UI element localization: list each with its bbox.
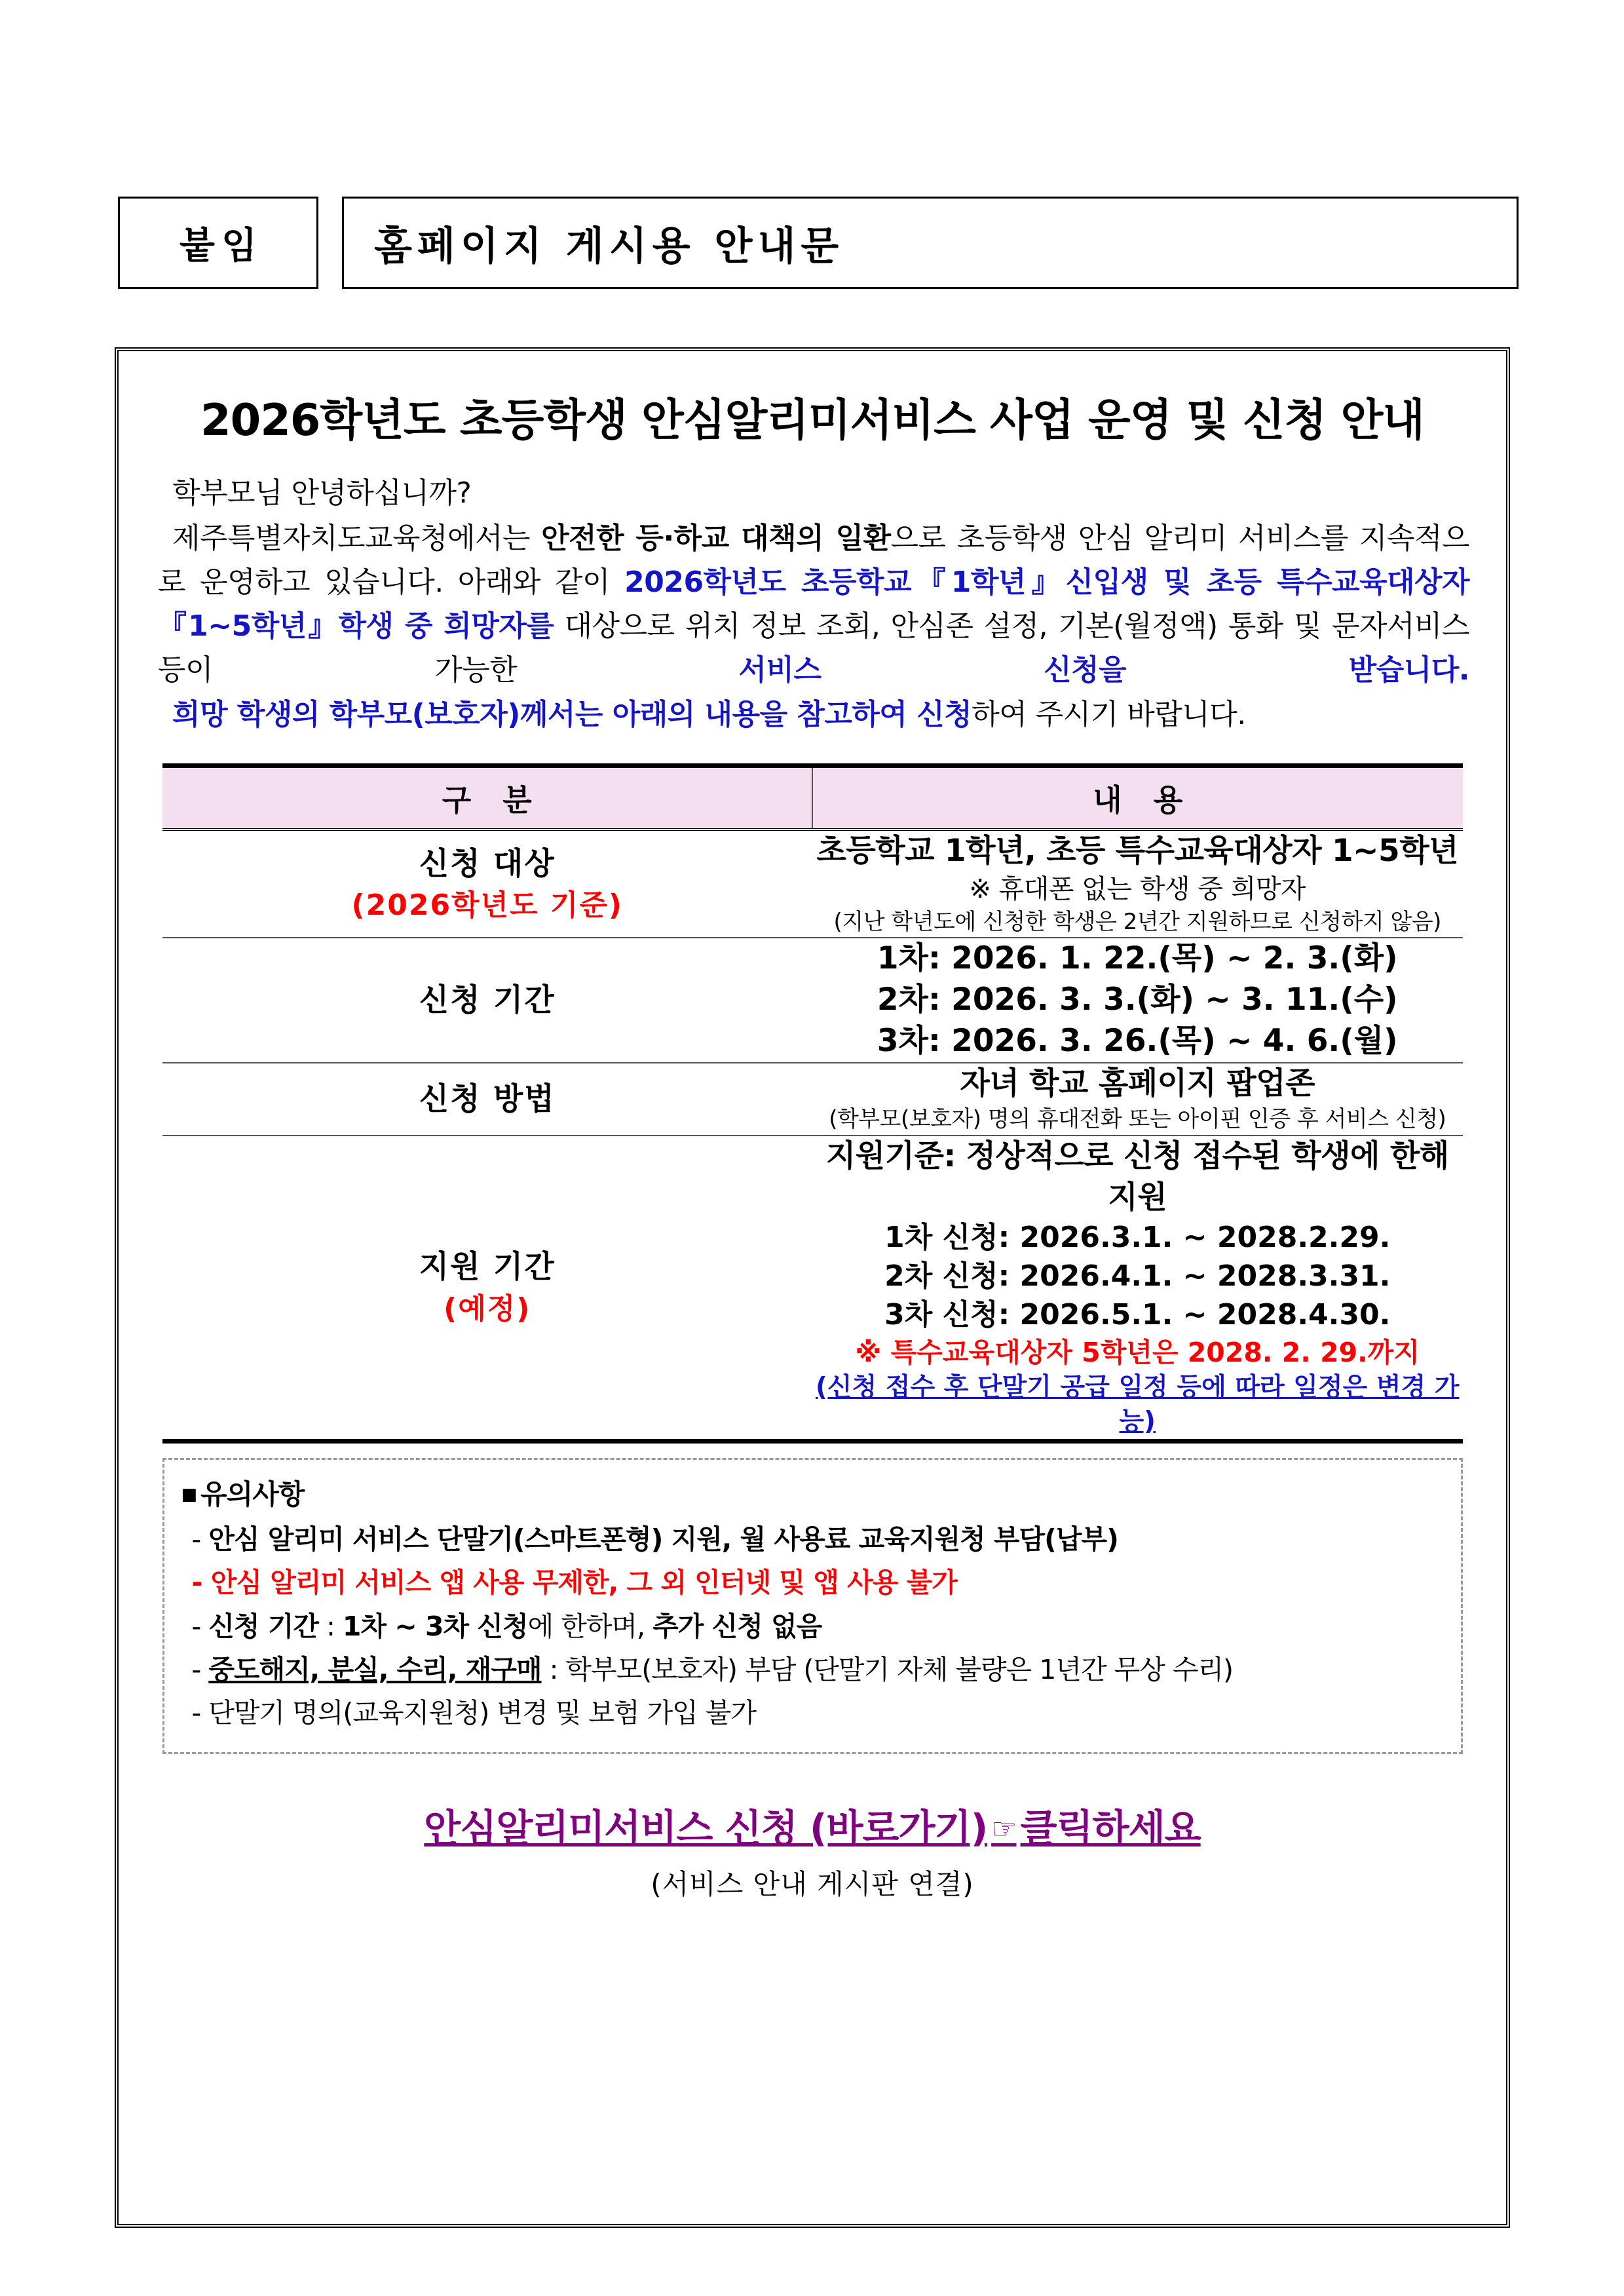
table-row-content bbox=[812, 1063, 1463, 1136]
table-content-line: ※ 특수교육대상자 5학년은 2028. 2. 29.까지 bbox=[855, 1336, 1420, 1368]
table-row-content bbox=[812, 1136, 1463, 1442]
table-content-line: 1차 신청: 2026.3.1. ~ 2028.2.29. bbox=[884, 1220, 1391, 1254]
notice-frame bbox=[115, 347, 1510, 2228]
table-row-label bbox=[162, 938, 813, 1063]
attachment-label-box bbox=[118, 197, 318, 289]
note-text-part: : 학부모(보호자) 부담 (단말기 자체 불량은 1년간 무상 수리) bbox=[541, 1653, 1234, 1685]
intro-body bbox=[158, 517, 1469, 693]
table-row bbox=[162, 1063, 1463, 1136]
table-content-line: 3차 신청: 2026.5.1. ~ 2028.4.30. bbox=[884, 1297, 1391, 1331]
note-dash-marker: - bbox=[191, 1697, 209, 1729]
notes-list bbox=[181, 1519, 1444, 1734]
note-text-part: 중도해지, 분실, 수리, 재구매 bbox=[208, 1653, 542, 1685]
table-content-line: 3차: 2026. 3. 26.(목) ~ 4. 6.(월) bbox=[877, 1023, 1398, 1060]
table-row-label bbox=[162, 1063, 813, 1136]
table-content-line: 지원기준: 정상적으로 신청 접수된 학생에 한해 지원 bbox=[825, 1138, 1449, 1215]
table-row-content bbox=[812, 830, 1463, 938]
intro-p1d: 2026학년도 초등학교『1학년』신입생 및 초등 특수교육대상자『1~5학년』학생 중 희망자를 bbox=[158, 565, 1470, 643]
table-row-label-subtext: (2026학년도 기준) bbox=[351, 889, 624, 923]
table-header-row bbox=[162, 766, 1463, 830]
intro-p1b: 안전한 등·하교 대책의 일환 bbox=[541, 521, 891, 555]
intro-body-2 bbox=[158, 693, 1469, 737]
note-item bbox=[181, 1562, 1444, 1603]
service-link-wrap bbox=[149, 1797, 1476, 1852]
note-item bbox=[181, 1519, 1444, 1559]
table-content-line: (신청 접수 후 단말기 공급 일정 등에 따라 일정은 변경 가능) bbox=[816, 1372, 1460, 1436]
table-content-line: 초등학교 1학년, 초등 특수교육대상자 1~5학년 bbox=[816, 833, 1459, 870]
intro-greeting: 학부모님 안녕하십니까? bbox=[172, 476, 472, 510]
table-content-line: ※ 휴대폰 없는 학생 중 희망자 bbox=[969, 874, 1306, 905]
note-text-part: 신청 기간 bbox=[208, 1610, 319, 1642]
table-row-label-subtext: (예정) bbox=[444, 1292, 531, 1326]
note-dash-marker: - bbox=[191, 1523, 209, 1556]
link-label-after: 클릭하세요 bbox=[1020, 1805, 1201, 1850]
table-content-line: 1차: 2026. 1. 22.(목) ~ 2. 3.(화) bbox=[877, 940, 1398, 977]
note-dash-marker: - bbox=[191, 1567, 211, 1599]
table-row-content bbox=[812, 938, 1463, 1063]
table-content-line: (학부모(보호자) 명의 휴대전화 또는 아이핀 인증 후 서비스 신청) bbox=[829, 1106, 1446, 1133]
link-label-before: 안심알리미서비스 신청 (바로가기) bbox=[424, 1805, 988, 1850]
note-item bbox=[181, 1693, 1444, 1733]
notes-box bbox=[162, 1458, 1463, 1754]
table-content-line: 2차 신청: 2026.4.1. ~ 2028.3.31. bbox=[884, 1259, 1391, 1293]
attachment-header bbox=[118, 197, 1519, 289]
link-subtext: (서비스 안내 게시판 연결) bbox=[651, 1867, 974, 1900]
table-row-label-text: 신청 기간 bbox=[419, 982, 556, 1018]
intro-p2a: 희망 학생의 학부모(보호자)께서는 아래의 내용을 참고하여 신청 bbox=[172, 698, 972, 732]
note-item bbox=[181, 1649, 1444, 1690]
table-content-line: 2차: 2026. 3. 3.(화) ~ 3. 11.(수) bbox=[877, 982, 1398, 1018]
table-content-line: (지난 학년도에 신청한 학생은 2년간 지원하므로 신청하지 않음) bbox=[833, 908, 1441, 935]
table-row bbox=[162, 1136, 1463, 1442]
table-row-label bbox=[162, 830, 813, 938]
pointing-hand-icon: ☞ bbox=[991, 1812, 1017, 1846]
note-item bbox=[181, 1606, 1444, 1647]
notes-title bbox=[181, 1473, 1444, 1512]
table-row bbox=[162, 830, 1463, 938]
note-text-part: 에 한하며, bbox=[527, 1610, 653, 1642]
intro-p1f: 서비스 신청을 받습니다. bbox=[738, 653, 1469, 687]
table-row-label bbox=[162, 1136, 813, 1442]
table-row bbox=[162, 938, 1463, 1063]
note-text-part: 단말기 명의(교육지원청) 변경 및 보험 가입 불가 bbox=[208, 1697, 757, 1729]
note-text-part: 추가 신청 없음 bbox=[652, 1610, 822, 1642]
intro-paragraph bbox=[149, 472, 1476, 737]
intro-p2b: 하여 주시기 바랍니다. bbox=[972, 698, 1246, 732]
table-row-label-text: 지원 기간 bbox=[419, 1249, 556, 1286]
notes-title-text: 유의사항 bbox=[200, 1478, 305, 1511]
note-text-part: : bbox=[318, 1610, 343, 1642]
intro-p1e: 대상으로 위치 정보 조회, 안심존 설정, 기본(월정액) 통화 및 문자서비스 등이 가능한 bbox=[158, 609, 1469, 687]
note-dash-marker: - bbox=[191, 1653, 209, 1685]
page-title: 2026학년도 초등학생 안심알리미서비스 사업 운영 및 신청 안내 bbox=[200, 394, 1425, 446]
apply-service-link[interactable] bbox=[424, 1797, 1200, 1852]
attachment-label: 붙임 bbox=[179, 224, 264, 267]
table-row-label-text: 신청 대상 bbox=[419, 845, 556, 882]
table-body bbox=[162, 830, 1463, 1441]
intro-p1a: 제주특별자치도교육청에서는 bbox=[172, 521, 542, 555]
document-kind-box bbox=[342, 197, 1519, 289]
table-header-content: 내 용 bbox=[812, 766, 1463, 830]
note-text-part: 안심 알리미 서비스 앱 사용 무제한, 그 외 인터넷 및 앱 사용 불가 bbox=[210, 1567, 957, 1599]
table-row-label-text: 신청 방법 bbox=[419, 1081, 556, 1117]
table-content-line: 자녀 학교 홈페이지 팝업존 bbox=[960, 1065, 1315, 1102]
note-text-part: 안심 알리미 서비스 단말기(스마트폰형) 지원, 월 사용료 교육지원청 부담(납부) bbox=[208, 1523, 1118, 1556]
table-header-category: 구 분 bbox=[162, 766, 813, 830]
document-kind-label: 홈페이지 게시용 안내문 bbox=[374, 223, 844, 269]
note-dash-marker: - bbox=[191, 1610, 209, 1642]
info-table bbox=[162, 763, 1463, 1444]
note-text-part: 1차 ~ 3차 신청 bbox=[342, 1610, 528, 1642]
square-bullet-icon: ■ bbox=[181, 1485, 197, 1505]
intro-p1c: 으로 초등학생 안심 알리미 서비스를 지속적으로 운영하고 있습니다. 아래와 같이 bbox=[158, 521, 1469, 599]
